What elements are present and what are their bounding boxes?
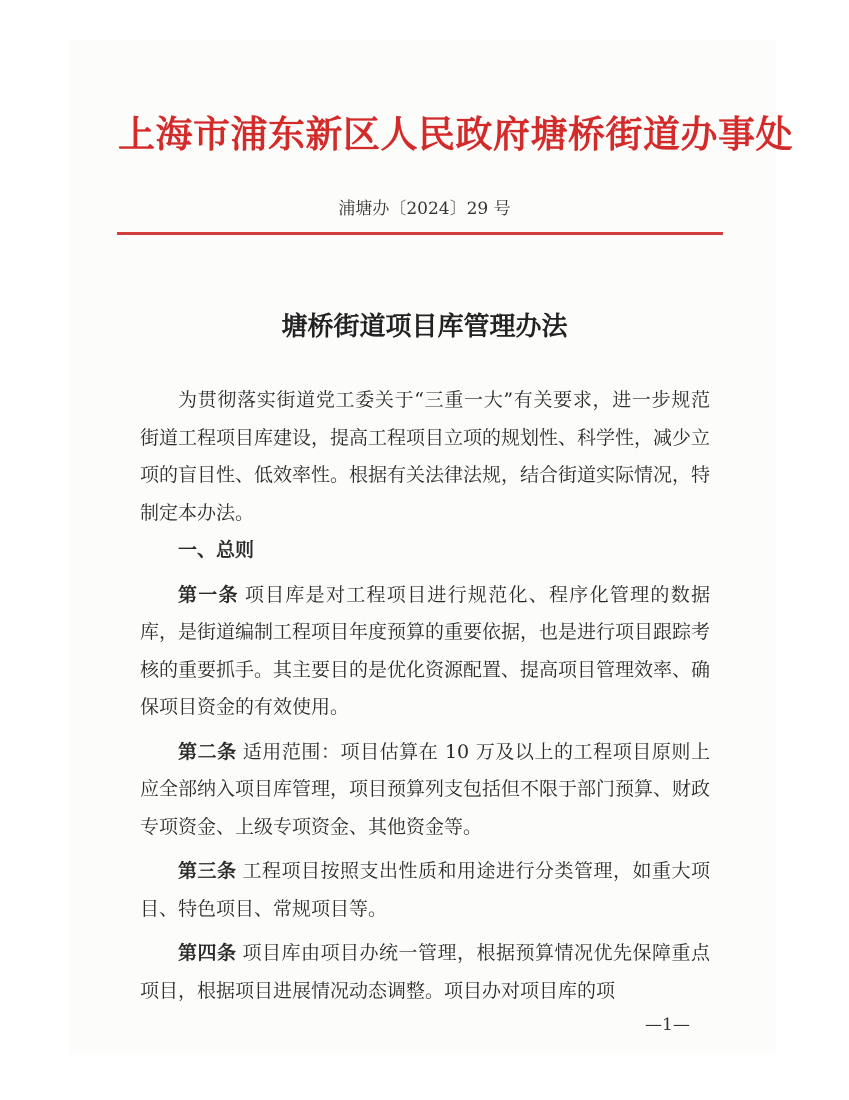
document-title: 塘桥街道项目库管理办法 bbox=[281, 312, 568, 342]
article-1 bbox=[140, 577, 710, 727]
document-number: 浦塘办〔2024〕29 号 bbox=[338, 199, 511, 219]
red-header-rule bbox=[117, 232, 723, 235]
article-2-text: 适用范围：项目估算在 10 万及以上的工程项目原则上应全部纳入项目库管理，项目预算列支包括但不限于部门预算、财政专项资金、上级专项资金、其他资金等。 bbox=[140, 740, 711, 838]
article-4 bbox=[140, 935, 710, 1010]
issuing-organization-header: 上海市浦东新区人民政府塘桥街道办事处 bbox=[118, 112, 793, 156]
article-2 bbox=[140, 734, 710, 847]
section-heading-general: 一、总则 bbox=[178, 539, 255, 561]
article-1-label: 第一条 bbox=[178, 583, 239, 606]
article-3-text: 工程项目按照支出性质和用途进行分类管理，如重大项目、特色项目、常规项目等。 bbox=[140, 860, 710, 920]
page-number: —1— bbox=[645, 1015, 690, 1035]
article-4-label: 第四条 bbox=[178, 942, 237, 964]
intro-paragraph: 为贯彻落实街道党工委关于“三重一大”有关要求，进一步规范街道工程项目库建设，提高工程项目立项的规划性、科学性，减少立项的盲目性、低效率性。根据有关法律法规，结合街道实际情况，特制定本办法。 bbox=[140, 389, 711, 524]
document-body bbox=[140, 382, 710, 1010]
article-3-label: 第三条 bbox=[178, 860, 237, 882]
article-4-text: 项目库由项目办统一管理，根据预算情况优先保障重点项目，根据项目进展情况动态调整。项目办对项目库的项 bbox=[140, 942, 710, 1002]
article-2-label: 第二条 bbox=[178, 740, 237, 763]
article-1-text: 项目库是对工程项目进行规范化、程序化管理的数据库，是街道编制工程项目年度预算的重要依据，也是进行项目跟踪考核的重要抓手。其主要目的是优化资源配置、提高项目管理效率、确保项目资金的有效使用。 bbox=[140, 583, 711, 718]
article-3 bbox=[140, 853, 710, 928]
